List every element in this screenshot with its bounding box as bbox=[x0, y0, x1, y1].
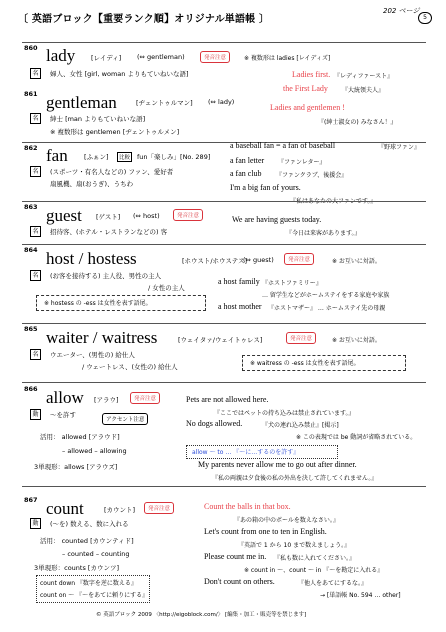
related-word: (⇔ host) bbox=[133, 212, 160, 220]
example-en: I'm a big fan of yours. bbox=[230, 183, 301, 192]
example-en: a fan club bbox=[230, 169, 262, 178]
example-ja: 『犬の連れ込み禁止』[掲示] bbox=[262, 422, 339, 429]
page-mark: 5 bbox=[418, 12, 432, 24]
example-ja: 『今日は来客があります。』 bbox=[286, 230, 361, 237]
example-ja: 『ファンクラブ、後援会』 bbox=[276, 172, 348, 179]
pos-icon: 動 bbox=[30, 518, 41, 529]
phrase-count-on: count on ～ 『～をあてに頼りにする』 bbox=[40, 592, 149, 599]
example-ja: 『他人をあてにするな。』 bbox=[298, 580, 368, 587]
third-person-form: 3単現形：allows [アラウズ] bbox=[34, 463, 118, 471]
pronunciation: [レイディ] bbox=[91, 54, 122, 62]
pronunciation: [ウェイタァ/ウェイトゥレス] bbox=[178, 336, 263, 344]
entry-number: 867 bbox=[24, 496, 38, 504]
inflection-forms: – allowed – allowing bbox=[62, 447, 127, 455]
pronunciation: [ゲスト] bbox=[96, 213, 121, 221]
example-en: Ladies first. bbox=[292, 70, 331, 79]
example-ja: 『私も数に入れてください。』 bbox=[274, 555, 356, 562]
divider bbox=[22, 486, 426, 487]
pos-icon: 名 bbox=[30, 226, 41, 237]
definition: ～を許す bbox=[50, 411, 76, 419]
example-en: the First Lady bbox=[283, 84, 328, 93]
pos-icon: 名 bbox=[30, 68, 41, 79]
divider bbox=[22, 42, 426, 43]
page-title: 〔 英語ブロック【重要ランク順】オリジナル単語帳 〕 bbox=[18, 14, 270, 25]
related-word: (⇔ gentleman) bbox=[137, 53, 185, 61]
entry-word: gentleman bbox=[46, 93, 117, 112]
pronunciation-badge: 発音注意 bbox=[130, 392, 160, 404]
definition-2: / ウェートレス、(女性の) 給仕人 bbox=[82, 363, 178, 371]
pos-icon: 名 bbox=[30, 113, 41, 124]
example-ja: ※ この表現では be 動詞が省略されている。 bbox=[296, 434, 417, 441]
entry-note: ※ 複数形は ladies [レイディズ] bbox=[244, 55, 331, 62]
phrase bbox=[40, 590, 148, 599]
phrase-count-down: count down 『数字を逆に数える』 bbox=[40, 580, 137, 587]
example-ja: 『ここではペットの持ち込みは禁止されています。』 bbox=[214, 410, 355, 417]
example-ja: 『私の両親は夕食後の私の外出を決して許してくれません。』 bbox=[212, 475, 378, 482]
divider bbox=[22, 323, 426, 324]
example-en: We are having guests today. bbox=[232, 215, 322, 224]
entry-word: guest bbox=[46, 206, 82, 225]
example-ja: 『ファンレター』 bbox=[278, 159, 326, 166]
definition-2: 扇風機、扇(おうぎ)、うちわ bbox=[50, 180, 134, 188]
example-en: a baseball fan = a fan of baseball bbox=[230, 141, 336, 150]
pronunciation-badge: 発音注意 bbox=[173, 209, 203, 221]
related-word: fun「楽しみ」[No. 289] bbox=[137, 153, 211, 161]
pronunciation: [ヂェントゥルマン] bbox=[136, 99, 193, 107]
definition-2: / 女性の主人 bbox=[148, 284, 185, 292]
note-box-text: ※ hostess の -ess は女性を表す語尾。 bbox=[44, 300, 152, 307]
pronunciation: [アラウ] bbox=[94, 396, 119, 404]
example-ja: ※ count in ～、count ～ in 『～を勘定に入れる』 bbox=[244, 567, 384, 574]
entry-number: 866 bbox=[24, 385, 38, 393]
definition: 招待客、(ホテル・レストランなどの) 客 bbox=[50, 228, 168, 236]
example-ja: 『野球ファン』 bbox=[378, 144, 420, 151]
entry-number: 864 bbox=[24, 246, 38, 254]
example-ja: 『ホストマザー』 … ホームステイ先の母親 bbox=[268, 305, 386, 312]
example-ja: 『私はあなたの大ファンです。』 bbox=[290, 198, 377, 205]
usage-pattern: allow ～ to … 『～に…するのを許す』 bbox=[192, 449, 300, 456]
divider bbox=[22, 142, 426, 143]
example-en: Please count me in. bbox=[204, 552, 267, 561]
inflection: 活用： allowed [アラウド] bbox=[40, 433, 120, 441]
definition-note: ※ 複数形は gentlemen [ヂェントゥルメン] bbox=[50, 128, 180, 136]
entry-word: waiter / waitress bbox=[46, 328, 158, 347]
footer-copyright: © 英語ブロック 2009 〈http://eigoblock.com/〉 [編集・加工・販売等を禁じます] bbox=[96, 612, 307, 618]
divider bbox=[22, 382, 426, 383]
example-ja: 『大統領夫人』 bbox=[342, 87, 385, 94]
pronunciation-badge: 発音注意 bbox=[144, 502, 174, 514]
pronunciation-badge: 発音注意 bbox=[200, 51, 230, 63]
inflection: 活用： counted [カウンティド] bbox=[40, 537, 134, 545]
entry-word: allow bbox=[46, 388, 84, 407]
example-en: a fan letter bbox=[230, 156, 265, 165]
example-en: Let's count from one to ten in English. bbox=[204, 527, 327, 536]
example-en: Don't count on others. bbox=[204, 577, 275, 586]
page-number: 202 ページ bbox=[383, 7, 420, 15]
third-person-form: 3単現形：counts [カウンツ] bbox=[34, 564, 119, 572]
definition: 婦人、女性 [girl, woman よりもていねいな語] bbox=[50, 70, 189, 78]
pos-icon: 名 bbox=[30, 270, 41, 281]
example-en: Pets are not allowed here. bbox=[186, 395, 269, 404]
definition: (スポーツ・有名人などの) ファン、愛好者 bbox=[50, 168, 174, 176]
entry-word: host / hostess bbox=[46, 249, 137, 268]
pronunciation-badge: 発音注意 bbox=[286, 332, 316, 344]
example-ja: 『あの箱の中のボールを数えなさい。』 bbox=[234, 517, 339, 524]
entry-number: 865 bbox=[24, 325, 38, 333]
divider bbox=[22, 244, 426, 245]
definition: (～を) 数える、数に入れる bbox=[50, 520, 129, 528]
example-en: Count the balls in that box. bbox=[204, 502, 291, 511]
example-ja: 『(紳士淑女の) みなさん！』 bbox=[318, 119, 397, 126]
entry-word: count bbox=[46, 499, 84, 518]
entry-number: 861 bbox=[24, 90, 38, 98]
example-ja: 『ホストファミリー』 bbox=[262, 280, 322, 287]
definition: 紳士 [man よりもていねいな語] bbox=[50, 115, 146, 123]
example-ja: 『英語で 1 から 10 まで数えましょう。』 bbox=[238, 542, 351, 549]
divider bbox=[22, 201, 426, 202]
example-ja: → [単語帳 No. 594 … other] bbox=[320, 592, 401, 599]
example-en: Ladies and gentlemen ! bbox=[270, 103, 345, 112]
inflection-forms: – counted – counting bbox=[62, 550, 130, 558]
pronunciation: [ホウスト/ホウステス] bbox=[182, 257, 247, 265]
example-en: My parents never allow me to go out after dinner. bbox=[198, 460, 357, 469]
entry-note: ※ お互いに対語。 bbox=[332, 337, 381, 344]
phrase bbox=[40, 578, 137, 587]
entry-number: 862 bbox=[24, 144, 38, 152]
definition: ウエーター、(男性の) 給仕人 bbox=[50, 351, 135, 359]
example-ja: … 留学生などがホームステイをする家庭や家族 bbox=[262, 292, 390, 299]
pos-icon: 名 bbox=[30, 166, 41, 177]
note-box-text: ※ waitress の -ess は女性を表す語尾。 bbox=[250, 360, 360, 367]
compare-tag: 比較 bbox=[117, 152, 132, 162]
example-en: a host mother bbox=[218, 302, 262, 311]
related-word: (⇔ lady) bbox=[208, 98, 235, 106]
pos-icon: 動 bbox=[30, 409, 41, 420]
pronunciation: [カウント] bbox=[104, 506, 136, 514]
example-ja: 『レディファースト』 bbox=[334, 73, 394, 80]
example-en: No dogs allowed. bbox=[186, 419, 243, 428]
entry-number: 860 bbox=[24, 44, 38, 52]
pos-icon: 名 bbox=[30, 349, 41, 360]
entry-number: 863 bbox=[24, 203, 38, 211]
definition: (お客を接待する) 主人役、男性の主人 bbox=[50, 272, 162, 280]
related-word: (⇔ guest) bbox=[243, 256, 274, 264]
example-en: a host family bbox=[218, 277, 260, 286]
accent-badge: アクセント注意 bbox=[102, 413, 148, 425]
entry-note: ※ お互いに対語。 bbox=[332, 258, 381, 265]
pronunciation: [ふぁン] bbox=[84, 153, 109, 161]
pronunciation-badge: 発音注意 bbox=[284, 253, 314, 265]
entry-word: lady bbox=[46, 46, 76, 65]
entry-word: fan bbox=[46, 146, 68, 165]
